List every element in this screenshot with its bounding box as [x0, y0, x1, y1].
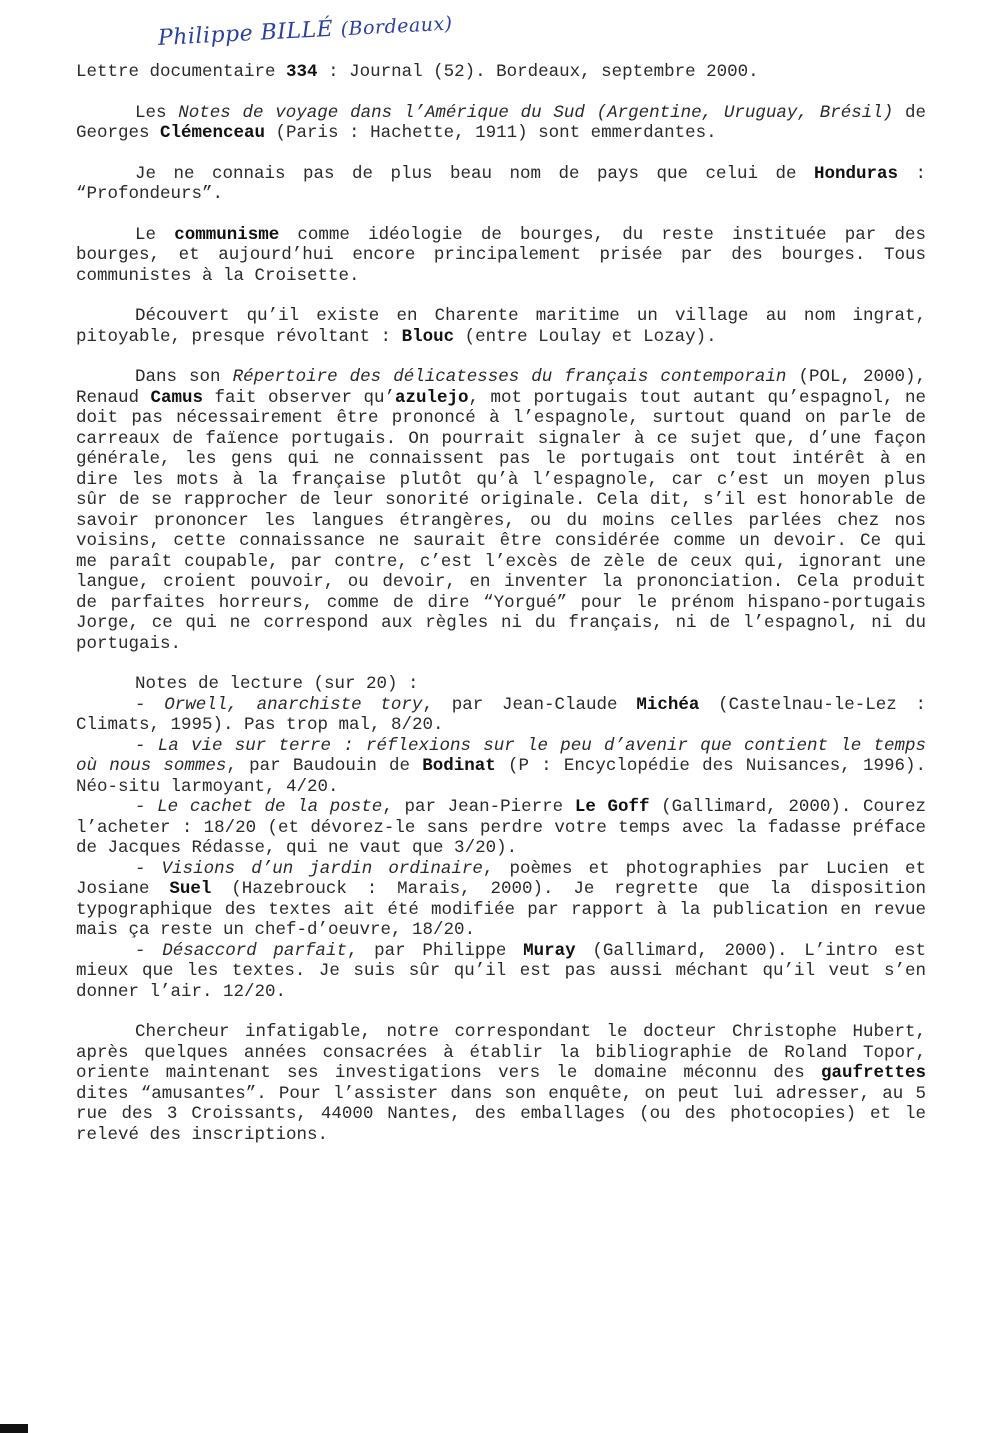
handwritten-place: (Bordeaux)	[340, 12, 454, 41]
book-title: - Désaccord parfait	[135, 940, 347, 961]
text: Chercheur infatigable, notre correspondant le docteur Christophe Hubert, après quelques années consacrées à établir la bibliographie de Roland Topor, oriente maintenant ses investigations vers le domaine méconnu des	[76, 1022, 926, 1083]
text: , mot portugais tout autant qu’espagnol, ne doit pas nécessairement être prononcé à l’espagnole, surtout quand on parle de carreaux de faïence portugais. On pourrait signaler à ce sujet que, d’une façon générale, les gens qui ne connaissent pas le portugais ont tout intérêt à en dire les mots à la française plutôt qu’à l’espagnole, car c’est un moyen plus sûr de se rapprocher de leur sonorité originale. Cela dit, s’il est honorable de savoir prononcer les langues étrangères, ou du moins celles parlées chez nos voisins, cette connaissance ne saurait être considérée comme un devoir. Ce qui me paraît coupable, par contre, c’est l’excès de zèle de ceux qui, ignorant une langue, croient pouvoir, ou devoir, en inventer la prononciation. Cela produit de parfaites horreurs, comme de dire “Yorgué” pour le prénom hispano-portugais Jorge, ce qui ne correspond aux règles ni du français, ni de l’espagnol, ni du portugais.	[76, 387, 926, 654]
text: (POL, 2000), Renaud	[76, 367, 927, 408]
keyword: azulejo	[395, 387, 469, 408]
author-name: Michéa	[636, 694, 700, 715]
book-title: Répertoire des délicatesses du français contemporain	[232, 367, 787, 387]
handwritten-annotation	[157, 11, 453, 51]
reading-note-item	[76, 797, 926, 859]
text: dites “amusantes”. Pour l’assister dans son enquête, on peut lui adresser, au 5 rue des 3 Croissants, 44000 Nantes, des emballages (ou des photocopies) et le relevé des inscriptions.	[76, 1083, 926, 1145]
text: , par Jean-Claude	[422, 694, 637, 715]
book-title: - Visions d’un jardin ordinaire	[135, 858, 483, 879]
text: comme idéologie de bourges, du reste instituée par des bourges, et aujourd’hui encore principalement prisée par des bourges. Tous communistes à la Croisette.	[76, 224, 926, 286]
text: , par Philippe	[346, 940, 524, 961]
book-title: - Le cachet de la poste	[135, 797, 383, 817]
reading-notes	[76, 674, 926, 1002]
header-suffix: : Journal (52). Bordeaux, septembre 2000.	[317, 62, 759, 82]
author-name: Camus	[150, 387, 204, 408]
text: (Hazebrouck : Marais, 2000). Je regrette que la disposition typographique des textes ait été modifiée par rapport à la publication en revue mais ça reste un chef-d’oeuvre, 18/20.	[76, 879, 926, 940]
text: fait observer qu’	[203, 387, 395, 408]
keyword: Blouc	[401, 326, 455, 347]
author-name: Bodinat	[422, 756, 496, 776]
text: : “Profondeurs”.	[76, 163, 926, 204]
book-title: Notes de voyage dans l’Amérique du Sud (Argentine, Uruguay, Brésil)	[178, 102, 894, 123]
reading-note-item	[76, 695, 926, 736]
author-name: Le Goff	[574, 797, 650, 817]
author-name: Suel	[169, 879, 212, 899]
letter-header	[76, 62, 926, 83]
reading-notes-heading: Notes de lecture (sur 20) :	[135, 674, 419, 694]
paragraph-clemenceau	[76, 103, 926, 144]
header-prefix: Lettre documentaire	[76, 62, 287, 82]
text: Découvert qu’il existe en Charente maritime un village au nom ingrat, pitoyable, presque révoltant :	[76, 306, 926, 347]
paragraph-honduras	[76, 164, 926, 205]
scan-corner-mark	[0, 1424, 28, 1433]
text: , par Baudouin de	[226, 756, 423, 776]
text: Je ne connais pas de plus beau nom de pays que celui de	[135, 163, 814, 184]
text: de Georges	[76, 102, 926, 143]
paragraph-azulejo	[76, 367, 926, 654]
text: (Paris : Hachette, 1911) sont emmerdantes.	[265, 123, 717, 143]
reading-note-item	[76, 736, 926, 798]
text: (P : Encyclopédie des Nuisances, 1996). Néo-situ larmoyant, 4/20.	[76, 756, 926, 797]
text: (Castelnau-le-Lez : Climats, 1995). Pas trop mal, 8/20.	[76, 694, 926, 735]
keyword: Honduras	[813, 163, 898, 184]
paragraph-blouc	[76, 306, 926, 347]
text: , poèmes et photographies par Lucien et Josiane	[76, 858, 926, 899]
text: , par Jean-Pierre	[382, 797, 575, 817]
text: Les	[135, 102, 179, 123]
keyword: communisme	[174, 224, 280, 245]
text: Le	[135, 224, 175, 245]
author-name: Muray	[523, 940, 576, 961]
keyword: gaufrettes	[820, 1063, 926, 1083]
text: Dans son	[135, 367, 233, 387]
handwritten-author-name: Philippe BILLÉ	[157, 16, 334, 51]
text: (entre Loulay et Lozay).	[454, 326, 717, 347]
reading-note-item	[76, 941, 926, 1003]
paragraph-gaufrettes	[76, 1022, 926, 1145]
letter-body	[76, 62, 926, 1145]
paragraph-communisme	[76, 225, 926, 287]
book-title: - La vie sur terre : réflexions sur le peu d’avenir que contient le temps où nous sommes	[76, 735, 926, 776]
text: (Gallimard, 2000). Courez l’acheter : 18/20 (et dévorez-le sans perdre votre temps avec la fadasse préface de Jacques Rédasse, qui ne vaut que 3/20).	[76, 797, 927, 858]
author-name: Clémenceau	[160, 123, 266, 143]
text: (Gallimard, 2000). L’intro est mieux que les textes. Je suis sûr qu’il est pas aussi méchant qu’il veut s’en donner l’air. 12/20.	[76, 940, 926, 1002]
book-title: - Orwell, anarchiste tory	[135, 694, 423, 715]
letter-number: 334	[286, 62, 318, 82]
reading-note-item	[76, 859, 926, 941]
